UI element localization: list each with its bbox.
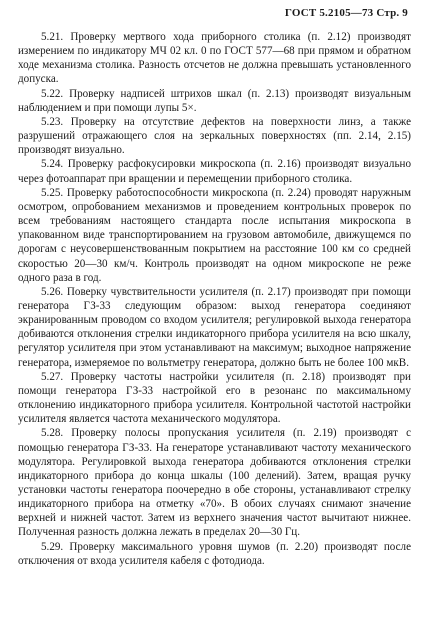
page-header: ГОСТ 5.2105—73 Стр. 9 [284,7,408,19]
paragraph-5-26: 5.26. Поверку чувствительности усилителя (п. 2.17) производят при помощи генератора ГЗ-33 следующим образом: выход генератора соединяют экранированным проводом со входом усилителя; регулировкой выхода генератора добиваются отклонения стрелки индикаторного прибора усилителя на всю шкалу, регулятор усилителя при этом устанавливают на максимум; выходное напряжение генератора, измеряемое по вольтметру генератора, должно быть не более 100 мкВ. [18,285,411,369]
paragraph-5-25: 5.25. Проверку работоспособности микроскопа (п. 2.24) проводят наружным осмотром, опробованием механизмов и проведением контрольных проверок по всем требованиям настоящего стандарта после испытания микроскопа в упакованном виде транспортированием на грузовом автомобиле, движущемся по дорогам с неусовершенствованным покрытием на расстояние 100 км со средней скоростью 20—30 км/ч. Контроль производят на одном микроскопе не реже одного раза в год. [18,186,411,284]
paragraph-5-24: 5.24. Проверку расфокусировки микроскопа (п. 2.16) производят визуально через фотоаппарат при вращении и перемещении приборного столика. [18,158,411,185]
paragraph-5-27: 5.27. Проверку частоты настройки усилителя (п. 2.18) производят при помощи генератора ГЗ-33 настройкой его в резонанс по максимальному отклонению индикаторного прибора усилителя. Контрольной частотой настройки усилителя является частота механического модулятора. [18,370,411,426]
paragraph-5-23: 5.23. Проверку на отсутствие дефектов на поверхности линз, а также разрушений отражающего слоя на зеркальных поверхностях (пп. 2.14, 2.15) производят визуально. [18,115,411,157]
paragraph-5-22: 5.22. Проверку надписей штрихов шкал (п. 2.13) производят визуальным наблюдением и при помощи лупы 5×. [18,87,411,114]
paragraph-5-21: 5.21. Проверку мертвого хода приборного столика (п. 2.12) производят измерением по индикатору МЧ 02 кл. 0 по ГОСТ 577—68 при прямом и обратном ходе механизма столика. Разность отсчетов не должна превышать установленного допуска. [18,31,411,86]
body-text [18,30,411,568]
paragraph-5-29: 5.29. Проверку максимального уровня шумов (п. 2.20) производят после отключения от входа усилителя кабеля с фотодиода. [18,540,411,567]
paragraph-5-28: 5.28. Проверку полосы пропускания усилителя (п. 2.19) производят с помощью генератора ГЗ-33. На генераторе устанавливают частоту механического модулятора. Регулировкой выхода генератора добиваются отклонения стрелки индикаторного прибора до конца шкалы (100 делений). Затем, вращая ручку установки частоты генератора поочередно в обе стороны, устанавливают стрелку индикаторного прибора на отметку «70». В обоих случаях снимают значение верхней и нижней частот. Затем из верхнего значения частот вычитают нижнее. Полученная разность должна лежать в пределах 20—30 Гц. [18,427,411,539]
